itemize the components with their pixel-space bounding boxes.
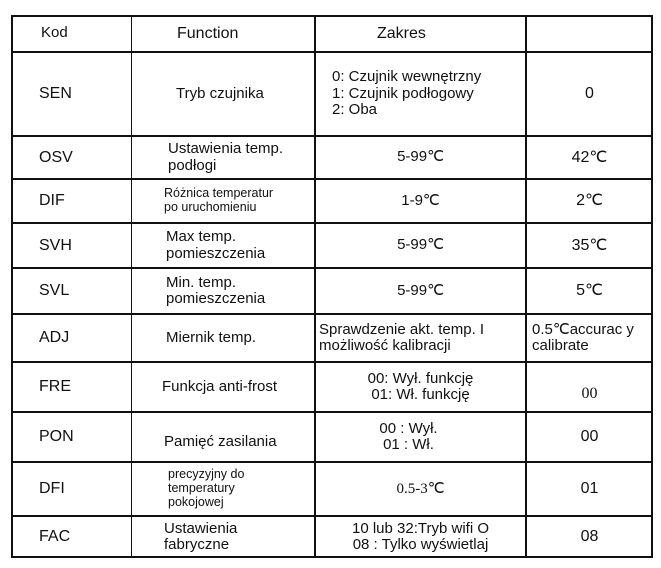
grid-line	[11, 15, 13, 558]
row-kod: SVH	[39, 236, 72, 254]
row-function: Ustawienia temp. podłogi	[168, 140, 284, 174]
grid-line	[11, 461, 653, 463]
header-kod: Kod	[41, 24, 68, 42]
row-kod: PON	[39, 428, 74, 446]
row-function: Ustawienia fabryczne	[164, 519, 238, 553]
grid-line	[11, 178, 653, 180]
grid-line	[11, 361, 653, 363]
grid-line	[314, 15, 316, 558]
row-default: 5℃	[576, 282, 603, 300]
row-zakres: 00: Wył. funkcję 01: Wł. funkcję	[367, 369, 474, 403]
grid-line	[11, 135, 653, 137]
row-kod: SEN	[39, 85, 72, 103]
row-default: 42℃	[571, 148, 608, 166]
row-function: Pamięć zasilania	[164, 432, 277, 450]
row-default: 01	[580, 480, 599, 498]
row-function: Tryb czujnika	[176, 84, 264, 102]
grid-line	[11, 51, 653, 53]
row-kod: SVL	[39, 282, 70, 300]
row-zakres: 00 : Wył. 01 : Wł.	[379, 419, 438, 453]
header-zakres: Zakres	[377, 24, 426, 42]
grid-line	[11, 267, 653, 269]
row-default: 0	[585, 85, 594, 103]
grid-line	[11, 313, 653, 315]
row-kod: OSV	[39, 148, 73, 166]
grid-line	[11, 515, 653, 517]
row-kod: DFI	[39, 480, 65, 498]
row-zakres: 5-99℃	[397, 236, 444, 254]
grid-line	[131, 15, 132, 558]
row-kod: FAC	[39, 528, 71, 546]
row-default: 0.5℃accurac y calibrate	[532, 320, 634, 354]
row-kod: ADJ	[39, 329, 70, 347]
row-zakres: 5-99℃	[397, 148, 444, 166]
row-function: Różnica temperatur po uruchomieniu	[164, 186, 274, 214]
row-zakres: 0: Czujnik wewnętrzny 1: Czujnik podłogowy 2: Oba	[332, 68, 482, 119]
row-zakres: 1-9℃	[401, 191, 440, 209]
header-function: Function	[177, 24, 239, 42]
row-function: Funkcja anti-frost	[162, 377, 278, 395]
row-kod: DIF	[39, 192, 65, 210]
row-zakres: 0.5-3℃	[396, 480, 445, 497]
row-zakres: 10 lub 32:Tryb wifi O 08 : Tylko wyświetlaj	[352, 519, 489, 553]
row-kod: FRE	[39, 378, 71, 396]
row-function: Min. temp. pomieszczenia	[166, 273, 266, 307]
grid-line	[11, 222, 653, 224]
row-default: 2℃	[576, 192, 603, 210]
row-function: precyzyjny do temperatury pokojowej	[168, 467, 245, 509]
grid-line	[11, 411, 653, 413]
row-default: 35℃	[571, 236, 608, 254]
row-zakres: Sprawdzenie akt. temp. I możliwość kalibracji	[319, 320, 485, 354]
parameter-table	[11, 15, 653, 558]
row-default: 00	[580, 428, 599, 446]
row-zakres: 5-99℃	[397, 281, 444, 299]
row-function: Miernik temp.	[166, 328, 257, 346]
grid-line	[11, 556, 653, 558]
row-default: 08	[580, 528, 599, 546]
grid-line	[525, 15, 527, 558]
grid-line	[651, 15, 653, 558]
row-function: Max temp. pomieszczenia	[166, 228, 266, 262]
header-default	[526, 15, 653, 52]
grid-line	[11, 15, 653, 17]
row-default: 00	[581, 385, 598, 403]
